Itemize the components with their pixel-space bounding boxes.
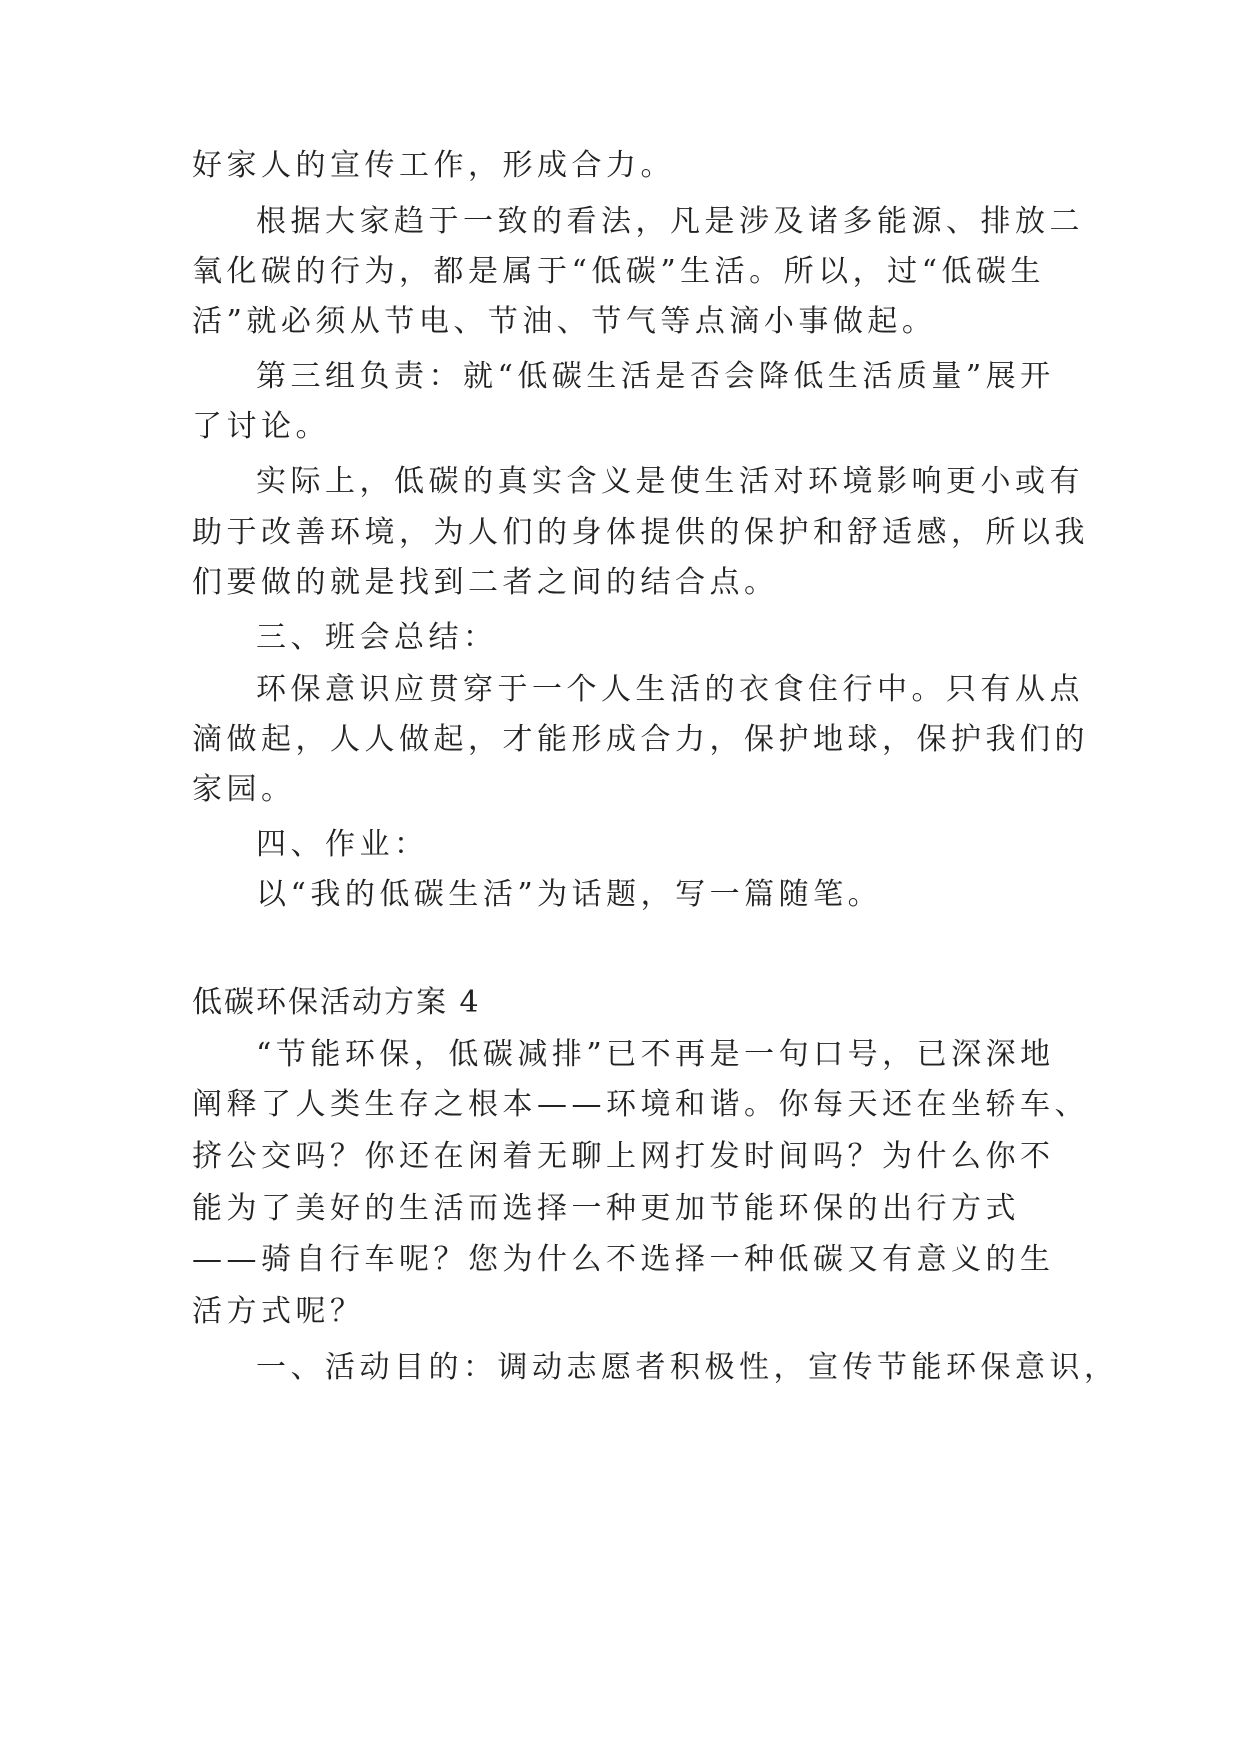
text-line: 活”就必须从节电、节油、节气等点滴小事做起。 [192, 304, 937, 339]
text-line: 们要做的就是找到二者之间的结合点。 [192, 565, 779, 600]
document-heading: 低碳环保活动方案 4 [192, 985, 481, 1020]
section-heading: 三、班会总结： [256, 620, 498, 655]
section-heading: 四、作业： [256, 827, 429, 862]
text-line: 能为了美好的生活而选择一种更加节能环保的出行方式 [192, 1191, 1020, 1226]
text-line: 活方式呢？ [192, 1294, 365, 1329]
text-line: 滴做起，人人做起，才能形成合力，保护地球，保护我们的 [192, 722, 1089, 757]
paragraph-line: 第三组负责：就“低碳生活是否会降低生活质量”展开 [256, 359, 1055, 394]
paragraph-line: 以“我的低碳生活”为话题，写一篇随笔。 [256, 877, 883, 912]
paragraph-line: 一、活动目的：调动志愿者积极性，宣传节能环保意识， [256, 1350, 1119, 1385]
paragraph-line: 根据大家趋于一致的看法，凡是涉及诸多能源、排放二 [256, 204, 1084, 239]
text-line: 了讨论。 [192, 409, 330, 444]
text-line: 家园。 [192, 772, 296, 807]
paragraph-line: “节能环保，低碳减排”已不再是一句口号，已深深地 [256, 1037, 1055, 1072]
text-line: ——骑自行车呢？您为什么不选择一种低碳又有意义的生 [192, 1242, 1055, 1277]
text-line: 阐释了人类生存之根本——环境和谐。你每天还在坐轿车、 [192, 1087, 1089, 1122]
paragraph-line: 环保意识应贯穿于一个人生活的衣食住行中。只有从点 [256, 672, 1084, 707]
text-line: 助于改善环境，为人们的身体提供的保护和舒适感，所以我 [192, 515, 1089, 550]
text-line: 好家人的宣传工作，形成合力。 [192, 148, 675, 183]
text-line: 挤公交吗？你还在闲着无聊上网打发时间吗？为什么你不 [192, 1139, 1055, 1174]
paragraph-line: 实际上，低碳的真实含义是使生活对环境影响更小或有 [256, 464, 1084, 499]
text-line: 氧化碳的行为，都是属于“低碳”生活。所以，过“低碳生 [192, 254, 1046, 289]
